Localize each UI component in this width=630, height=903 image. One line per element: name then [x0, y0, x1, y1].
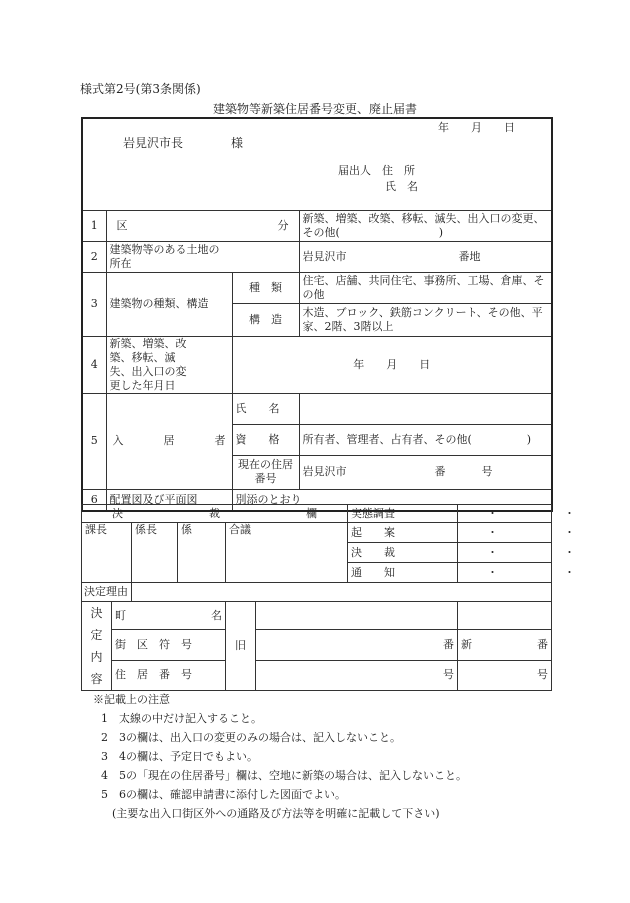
- form-title: 建築物等新築住居番号変更、廃止届書: [213, 102, 418, 116]
- qualification-options[interactable]: 所有者、管理者、占有者、その他( ): [299, 424, 552, 455]
- decision-header-row: [82, 505, 552, 523]
- layout-plan-value: 別添のとおり: [232, 489, 552, 511]
- header-block: [82, 118, 552, 210]
- layout-plan-label: 配置図及び平面図: [106, 489, 232, 511]
- new-house-field[interactable]: 号: [458, 660, 552, 690]
- role-consultation[interactable]: 合議: [226, 523, 348, 583]
- form-number: 様式第2号(第3条関係): [80, 82, 201, 96]
- decision-table: [81, 504, 576, 691]
- draft-label: 起 案: [348, 523, 458, 543]
- row-number: 1: [82, 210, 106, 241]
- content-row-block: [82, 630, 552, 660]
- content-label: 決定内容: [82, 602, 112, 691]
- draft-date[interactable]: ・ ・: [458, 523, 552, 543]
- submission-date[interactable]: 年 月 日: [438, 121, 515, 134]
- kind-options[interactable]: 住宅、店舗、共同住宅、事務所、工場、倉庫、その他: [299, 272, 552, 303]
- note-item: 4 5の「現在の住居番号」欄は、空地に新築の場合は、記入しないこと。: [101, 769, 467, 782]
- approve-date[interactable]: ・ ・: [458, 543, 552, 563]
- role-staff[interactable]: 係: [178, 523, 226, 583]
- resident-label: 入 居 者: [112, 434, 226, 447]
- note-item: 2 3の欄は、出入口の変更のみの場合は、記入しないこと。: [101, 731, 401, 744]
- note-item: (主要な出入口街区外への通路及び方法等を明確に記載して下さい): [101, 807, 440, 820]
- structure-options[interactable]: 木造、ブロック、鉄筋コンクリート、その他、平家、2階、3階以上: [299, 303, 552, 336]
- block-label: 街 区 符 号: [112, 630, 226, 660]
- survey-date[interactable]: ・ ・: [458, 505, 552, 523]
- reason-field[interactable]: [132, 583, 552, 602]
- row-3a: [82, 272, 552, 303]
- role-section-chief[interactable]: 課長: [82, 523, 132, 583]
- new-block-field[interactable]: 新 番: [458, 630, 552, 660]
- current-address-label: 現在の住居番号: [232, 455, 299, 489]
- structure-label: 構 造: [232, 303, 299, 336]
- category-options[interactable]: 新築、増築、改築、移転、滅失、出入口の変更、その他( ): [299, 210, 552, 241]
- approve-label: 決 裁: [348, 543, 458, 563]
- application-table: [81, 117, 553, 512]
- qualification-label: 資 格: [232, 424, 299, 455]
- applicant-address-label[interactable]: 届出人 住 所: [338, 164, 415, 177]
- kind-label: 種 類: [232, 272, 299, 303]
- location-field[interactable]: 岩見沢市 番地: [299, 241, 552, 272]
- building-type-label: 建築物の種類、構造: [106, 272, 232, 336]
- applicant-name-label[interactable]: 氏 名: [385, 180, 418, 193]
- new-label: 新: [461, 637, 473, 651]
- location-label: 建築物等のある土地の所在: [106, 241, 299, 272]
- row-5a: [82, 393, 552, 424]
- house-number-label: 住 居 番 号: [112, 660, 226, 690]
- row-1: [82, 210, 552, 241]
- row-number: 6: [82, 489, 106, 511]
- old-town-field[interactable]: [256, 602, 458, 630]
- old-label: 旧: [226, 602, 256, 691]
- draft-row: [82, 523, 552, 543]
- category-label: 区 分: [116, 218, 289, 232]
- old-house-field[interactable]: 号: [256, 660, 458, 690]
- note-item: 1 太線の中だけ記入すること。: [101, 712, 262, 725]
- current-address-field[interactable]: 岩見沢市 番 号: [299, 455, 552, 489]
- addressee: 岩見沢市長 様: [123, 136, 244, 150]
- survey-label: 実態調査: [348, 505, 458, 523]
- change-date-label: 新築、増築、改築、移転、滅失、出入口の変更した年月日: [106, 336, 232, 393]
- decision-header: 決 裁 欄: [112, 506, 318, 520]
- role-subsection-chief[interactable]: 係長: [132, 523, 178, 583]
- notify-date[interactable]: ・ ・: [458, 563, 552, 583]
- town-label: 町 名: [115, 608, 222, 622]
- notes-heading: ※記載上の注意: [93, 693, 170, 706]
- row-number: 3: [82, 272, 106, 336]
- resident-name-field[interactable]: [299, 393, 552, 424]
- notify-label: 通 知: [348, 563, 458, 583]
- row-4: [82, 336, 552, 393]
- row-2: [82, 241, 552, 272]
- content-row-house: [82, 660, 552, 690]
- row-number: 2: [82, 241, 106, 272]
- content-row-town: [82, 602, 552, 630]
- new-town-field[interactable]: [458, 602, 552, 630]
- row-number: 5: [82, 393, 106, 489]
- notes-section: [93, 690, 467, 823]
- row-number: 4: [82, 336, 106, 393]
- old-block-field[interactable]: 番: [256, 630, 458, 660]
- note-item: 5 6の欄は、確認申請書に添付した図面でよい。: [101, 788, 346, 801]
- note-item: 3 4の欄は、予定日でもよい。: [101, 750, 258, 763]
- reason-label: 決定理由: [82, 583, 132, 602]
- change-date-field[interactable]: 年 月 日: [232, 336, 552, 393]
- resident-name-label: 氏 名: [232, 393, 299, 424]
- reason-row: [82, 583, 552, 602]
